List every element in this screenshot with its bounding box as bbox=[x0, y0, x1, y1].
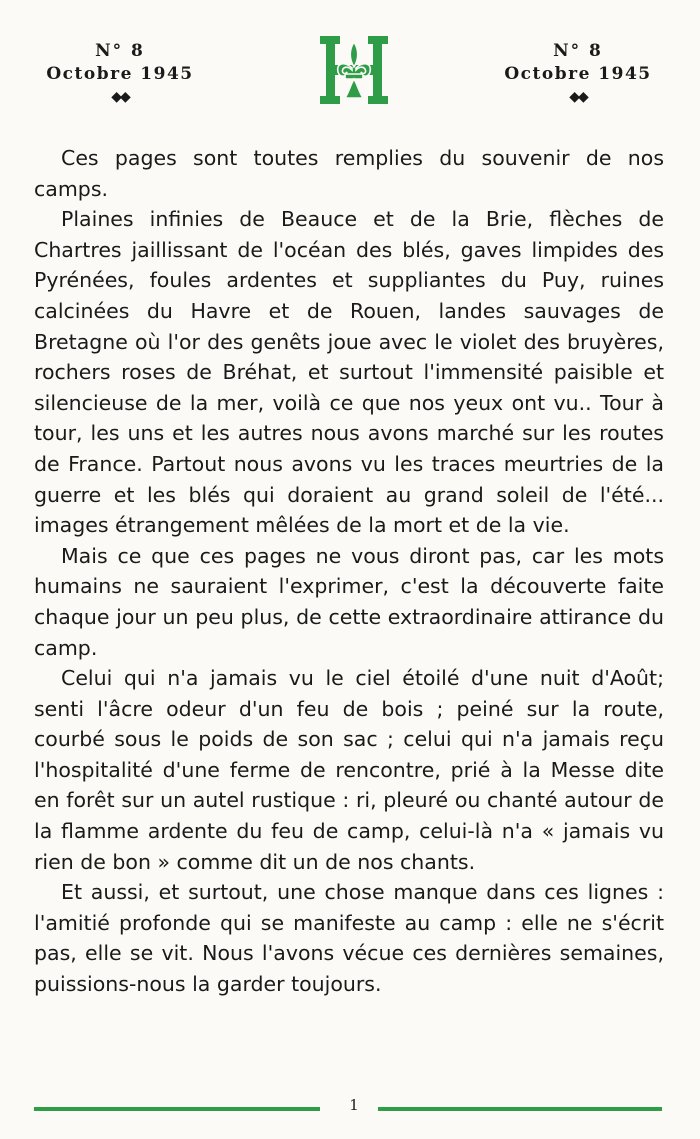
issue-number: N° 8 bbox=[95, 41, 145, 61]
issue-date: Octobre 1945 bbox=[46, 64, 194, 84]
footer-rule-right bbox=[378, 1107, 662, 1111]
body-text bbox=[34, 143, 664, 1000]
page-number: 1 bbox=[349, 1096, 359, 1114]
header-left bbox=[30, 40, 210, 106]
diamond-ornament-icon: ◆◆ bbox=[569, 89, 587, 105]
paragraph: Et aussi, et surtout, une chose manque dans ces lignes : l'amitié profonde qui se manifeste au camp : elle ne s'écrit pas, elle se vit. Nous l'avons vécue ces dernières semaines, puissions-nous la garder toujours. bbox=[34, 880, 664, 997]
header-right bbox=[488, 40, 668, 106]
paragraph: Ces pages sont toutes remplies du souvenir de nos camps. bbox=[34, 146, 664, 201]
diamond-ornament-icon: ◆◆ bbox=[111, 89, 129, 105]
paragraph: Mais ce que ces pages ne vous diront pas, car les mots humains ne sauraient l'exprimer, c'est la découverte faite chaque jour un peu plus, de cette extraordinaire attirance du camp. bbox=[34, 543, 664, 660]
scout-fleur-de-lis-cross-icon bbox=[318, 34, 390, 106]
paragraph: Celui qui n'a jamais vu le ciel étoilé d'une nuit d'Août; senti l'âcre odeur d'un feu de bois ; peiné sur la route, courbé sous le poids de son sac ; celui qui n'a jamais reçu l'hospitalité d'une ferme de rencontre, prié à la Messe dite en forêt sur un autel rustique : ri, pleuré ou chanté autour de la flamme ardente du feu de camp, celui-là n'a « jamais vu rien de bon » comme dit un de nos chants. bbox=[34, 666, 664, 874]
paragraph: Plaines infinies de Beauce et de la Brie, flèches de Chartres jaillissant de l'océan des blés, gaves limpides des Pyrénées, foules ardentes et suppliantes du Puy, ruines calcinées du Havre et de Rouen, landes sauvages de Bretagne où l'or des genêts joue avec le violet des bruyères, rochers roses de Bréhat, et surtout l'immensité paisible et silencieuse de la mer, voilà ce que nos yeux ont vu.. Tour à tour, les uns et les autres nous avons marché sur les routes de France. Partout nous avons vu les traces meurtries de la guerre et les blés qui doraient au grand soleil de l'été... images étrangement mêlées de la mort et de la vie. bbox=[34, 207, 664, 538]
issue-date: Octobre 1945 bbox=[504, 64, 652, 84]
issue-number: N° 8 bbox=[553, 41, 603, 61]
footer-rule-left bbox=[34, 1107, 320, 1111]
